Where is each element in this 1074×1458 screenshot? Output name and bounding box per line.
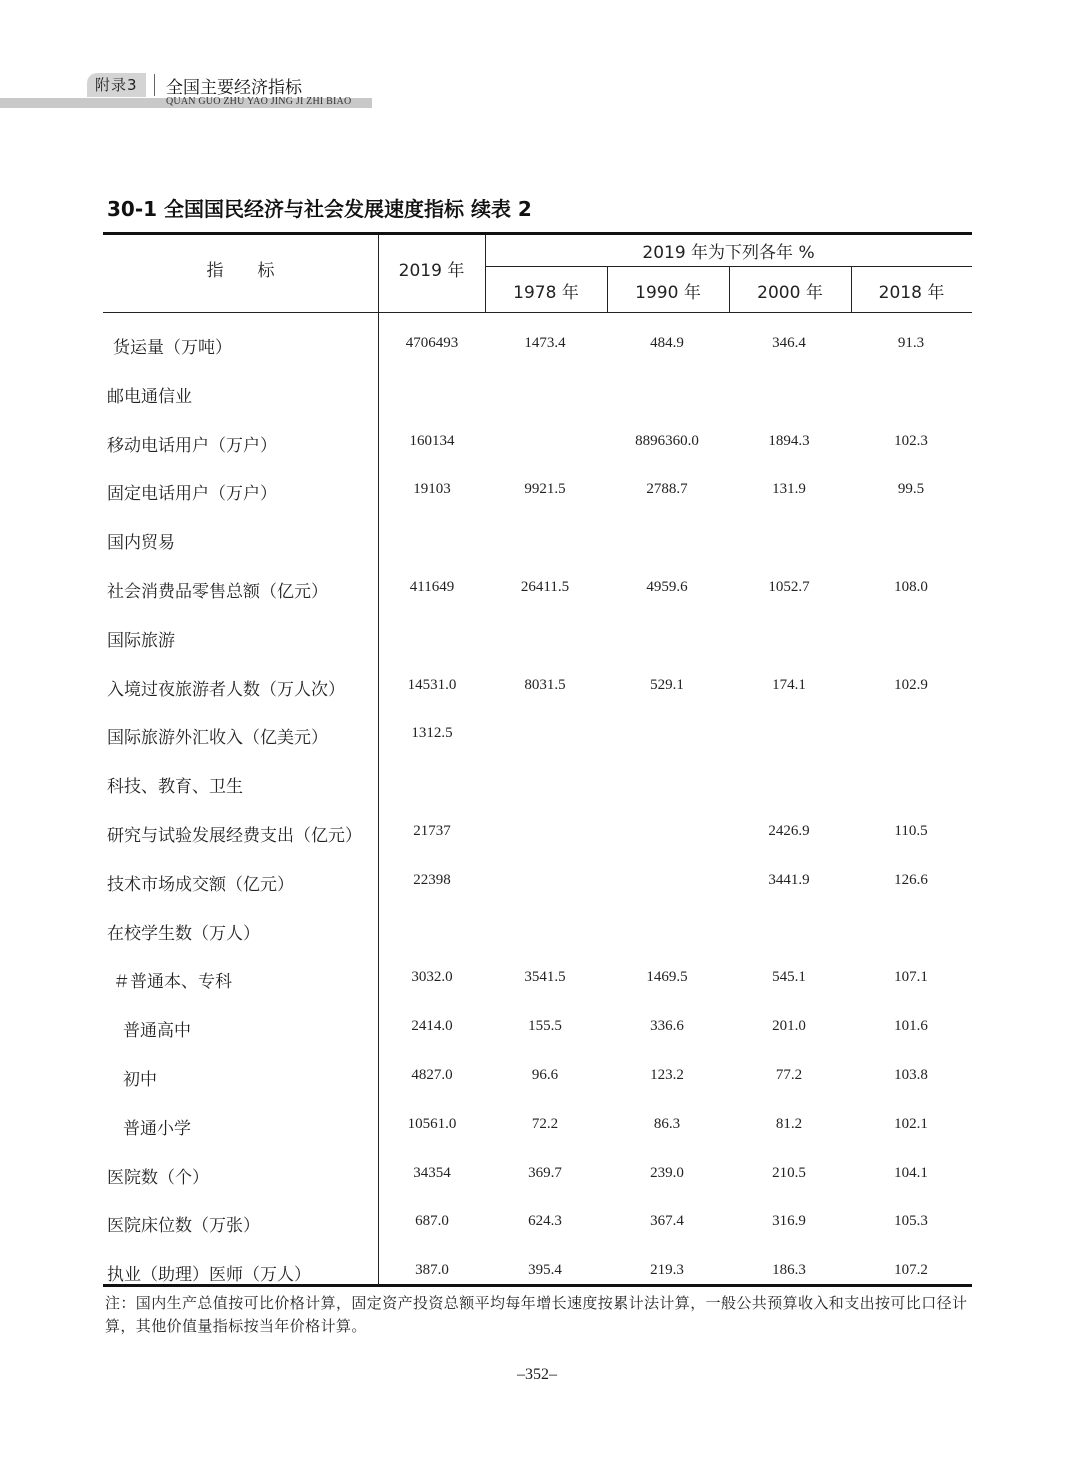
column-header-2000: 2000 年: [757, 283, 823, 303]
table-row: [103, 808, 972, 857]
cell-value: 99.5: [897, 481, 925, 498]
cell-value: 545.1: [772, 969, 806, 986]
cell-value: 1052.7: [768, 579, 810, 595]
table-note: 注：国内生产总值按可比价格计算，固定资产投资总额平均每年增长速度按累计法计算，一般公共预算收入和支出按可比口径计算，其他价值量指标按当年价格计算。: [105, 1294, 968, 1335]
cell-value: 346.4: [772, 335, 806, 351]
cell-value: 186.3: [772, 1262, 806, 1279]
cell-value: 3032.0: [411, 969, 453, 986]
table-row: [103, 1247, 972, 1296]
cell-value: 19103: [413, 481, 451, 498]
cell-value: 72.2: [531, 1115, 559, 1132]
table-row: [103, 857, 972, 906]
table-row: [103, 369, 972, 418]
cell-value: 1469.5: [646, 969, 688, 986]
cell-value: 22398: [413, 871, 451, 888]
cell-value: 2788.7: [646, 481, 688, 498]
cell-value: 102.3: [894, 432, 928, 449]
cell-value: 1894.3: [768, 432, 810, 449]
row-label: 技术市场成交额（亿元）: [107, 874, 294, 895]
row-label: ＃普通本、专科: [113, 972, 232, 993]
cell-value: 34354: [413, 1164, 451, 1181]
row-label: 初中: [123, 1070, 157, 1090]
row-label: 研究与试验发展经费支出（亿元）: [107, 826, 362, 846]
row-label: 在校学生数（万人）: [107, 923, 260, 944]
cell-value: 336.6: [650, 1018, 684, 1035]
row-label: 入境过夜旅游者人数（万人次）: [107, 679, 345, 700]
table-top-rule: [103, 232, 972, 235]
cell-value: 624.3: [528, 1213, 562, 1230]
table-row: [103, 1101, 972, 1150]
cell-value: 101.6: [894, 1018, 928, 1035]
cell-value: 4959.6: [646, 579, 688, 595]
table-row: [103, 613, 972, 662]
row-label: 国内贸易: [107, 533, 175, 554]
table-row: [103, 1198, 972, 1247]
column-header-1990: 1990 年: [635, 283, 701, 303]
cell-value: 107.2: [894, 1262, 928, 1279]
row-label: 普通小学: [123, 1118, 191, 1139]
cell-value: 210.5: [772, 1164, 806, 1181]
table-row: [103, 662, 972, 711]
cell-value: 411649: [409, 579, 455, 595]
cell-value: 108.0: [894, 579, 928, 595]
table-row: [103, 759, 972, 808]
cell-value: 2426.9: [768, 823, 810, 839]
cell-value: 3441.9: [768, 871, 810, 888]
cell-value: 387.0: [415, 1262, 449, 1279]
cell-value: 102.1: [894, 1115, 928, 1132]
cell-value: 4827.0: [411, 1067, 453, 1083]
table-row: [103, 418, 972, 467]
row-label: 国际旅游外汇收入（亿美元）: [107, 728, 328, 749]
column-header-indicator: 指 标: [206, 261, 275, 281]
table-row: [103, 515, 972, 564]
cell-value: 687.0: [415, 1213, 449, 1230]
cell-value: 21737: [413, 823, 451, 839]
table-row: [103, 1052, 972, 1101]
cell-value: 10561.0: [407, 1115, 457, 1132]
cell-value: 14531.0: [407, 676, 457, 693]
row-label: 社会消费品零售总额（亿元）: [107, 582, 328, 602]
row-label: 普通高中: [123, 1021, 191, 1042]
cell-value: 174.1: [772, 676, 806, 693]
cell-value: 369.7: [528, 1164, 562, 1181]
table-row: [103, 906, 972, 955]
row-label: 固定电话用户（万户）: [107, 484, 277, 505]
cell-value: 4706493: [405, 335, 459, 351]
cell-value: 123.2: [650, 1067, 684, 1083]
table-row: [103, 710, 972, 759]
table-row: [103, 466, 972, 515]
cell-value: 155.5: [528, 1018, 562, 1035]
cell-value: 316.9: [772, 1213, 806, 1230]
column-header-1978: 1978 年: [513, 283, 579, 303]
cell-value: 9921.5: [524, 481, 566, 498]
row-label: 医院数（个）: [107, 1167, 209, 1188]
appendix-badge: 附录3: [87, 73, 146, 97]
cell-value: 8896360.0: [635, 432, 699, 449]
cell-value: 3541.5: [524, 969, 566, 986]
cell-value: 1312.5: [411, 725, 453, 742]
cell-value: 96.6: [531, 1067, 559, 1083]
table-row: [103, 954, 972, 1003]
cell-value: 126.6: [894, 871, 928, 888]
cell-value: 201.0: [772, 1018, 806, 1035]
cell-value: 484.9: [650, 335, 684, 351]
row-label: 移动电话用户（万户）: [107, 435, 277, 456]
cell-value: 1473.4: [524, 335, 566, 351]
cell-value: 107.1: [894, 969, 928, 986]
cell-value: 81.2: [775, 1115, 803, 1132]
header-bottom-rule: [103, 312, 972, 313]
row-label: 医院床位数（万张）: [107, 1216, 260, 1237]
row-label: 邮电通信业: [107, 386, 192, 407]
cell-value: 26411.5: [520, 579, 570, 595]
cell-value: 395.4: [528, 1262, 562, 1279]
column-header-2018: 2018 年: [878, 283, 945, 303]
cell-value: 239.0: [650, 1164, 684, 1181]
column-group-header: 2019 年为下列各年 %: [642, 243, 815, 263]
cell-value: 105.3: [894, 1213, 928, 1230]
row-label: 国际旅游: [107, 630, 175, 651]
cell-value: 2414.0: [411, 1018, 453, 1035]
header-separator: [154, 74, 155, 96]
row-label: 执业（助理）医师（万人）: [107, 1265, 311, 1286]
header-subtitle: QUAN GUO ZHU YAO JING JI ZHI BIAO: [166, 96, 352, 107]
cell-value: 110.5: [894, 823, 928, 839]
column-header-2019: 2019 年: [398, 261, 465, 281]
cell-value: 104.1: [894, 1164, 928, 1181]
cell-value: 102.9: [894, 676, 928, 693]
cell-value: 8031.5: [524, 676, 566, 693]
cell-value: 131.9: [772, 481, 806, 498]
table-row: [103, 1150, 972, 1199]
row-label: 货运量（万吨）: [113, 338, 232, 358]
table-row: [103, 1003, 972, 1052]
header-title: 全国主要经济指标: [166, 78, 302, 98]
table-title: 30-1 全国国民经济与社会发展速度指标 续表 2: [107, 197, 532, 221]
page-number: –352–: [517, 1366, 557, 1383]
cell-value: 219.3: [650, 1262, 684, 1279]
row-label: 科技、教育、卫生: [107, 777, 243, 798]
cell-value: 86.3: [653, 1115, 681, 1132]
cell-value: 367.4: [650, 1213, 684, 1230]
cell-value: 91.3: [897, 335, 925, 351]
table-row: [103, 564, 972, 613]
cell-value: 160134: [409, 432, 455, 449]
cell-value: 529.1: [650, 676, 684, 693]
cell-value: 103.8: [894, 1067, 928, 1083]
table-row: [103, 320, 972, 369]
cell-value: 77.2: [775, 1067, 803, 1083]
